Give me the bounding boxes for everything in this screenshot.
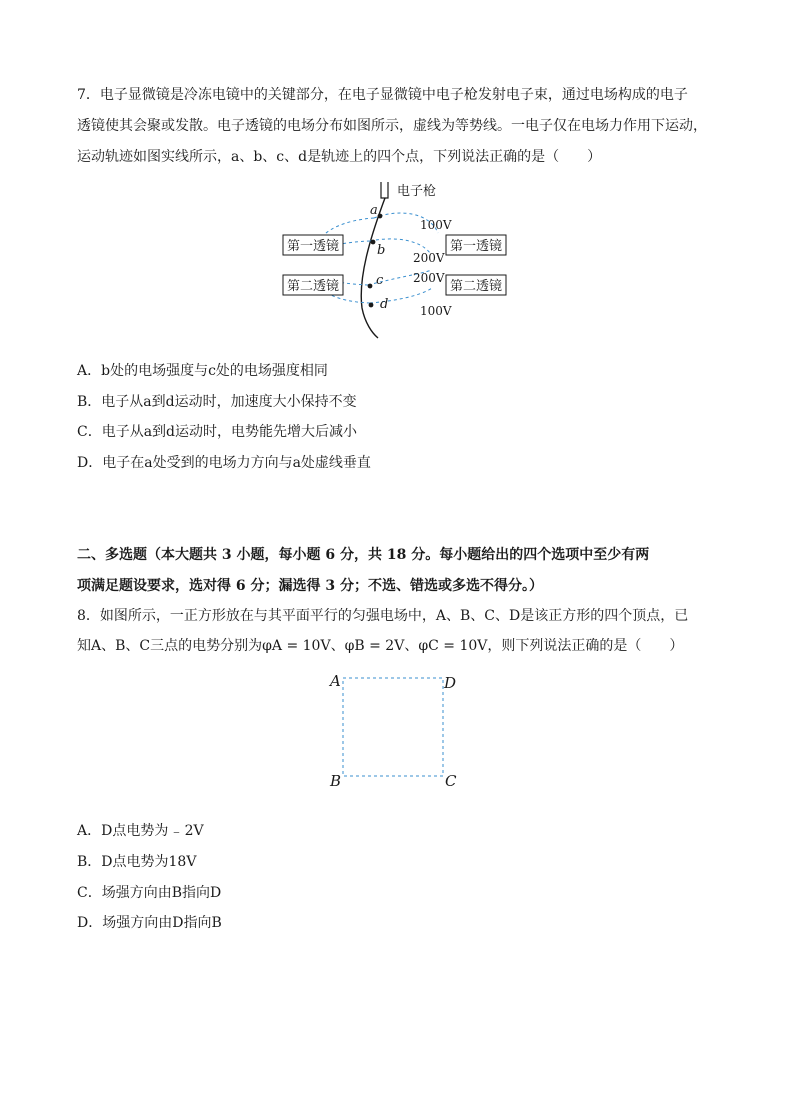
q7-option-c[interactable]: C．电子从a到d运动时，电势能先增大后减小 <box>77 424 358 440</box>
vertex-label-b: B <box>330 772 342 790</box>
vertex-label-c: C <box>445 772 457 790</box>
potential-label-3: 200V <box>413 271 445 285</box>
lens-label-1-right: 第一透镜 <box>450 239 503 254</box>
q7-option-a[interactable]: A．b处的电场强度与c处的电场强度相同 <box>77 363 328 379</box>
point-d <box>369 303 374 308</box>
lens-label-1-left: 第一透镜 <box>287 239 340 254</box>
potential-label-2: 200V <box>413 251 445 265</box>
q7-option-b[interactable]: B．电子从a到d运动时，加速度大小保持不变 <box>77 394 357 410</box>
trajectory-line <box>361 198 385 338</box>
q8-option-a[interactable]: A．D点电势为 ₋ 2V <box>77 823 204 839</box>
q8-option-b[interactable]: B．D点电势为18V <box>77 854 197 870</box>
potential-label-1: 100V <box>420 218 452 232</box>
q8-option-d[interactable]: D．场强方向由D指向B <box>77 915 222 931</box>
square-outline <box>343 678 443 776</box>
point-label-d: d <box>380 297 389 312</box>
section2-header-line-1: 二、多选题（本大题共 3 小题，每小题 6 分，共 18 分。每小题给出的四个选项中至少有两 <box>77 547 650 563</box>
potential-label-4: 100V <box>420 304 452 318</box>
q8-stem-line-2: 知A、B、C三点的电势分别为φA = 10V、φB = 2V、φC = 10V，则下列说法正确的是（ ） <box>77 638 684 654</box>
electron-gun-icon <box>381 182 388 198</box>
point-c <box>368 284 373 289</box>
section2-header-line-2: 项满足题设要求，选对得 6 分；漏选得 3 分；不选、错选或多选不得分。） <box>77 578 543 594</box>
q8-option-c[interactable]: C．场强方向由B指向D <box>77 885 222 901</box>
point-label-a: a <box>370 203 378 218</box>
square-figure <box>325 668 465 794</box>
q7-stem-line-3: 运动轨迹如图实线所示，a、b、c、d是轨迹上的四个点，下列说法正确的是（ ） <box>77 149 602 165</box>
point-label-b: b <box>377 243 386 258</box>
gun-label: 电子枪 <box>397 184 437 199</box>
point-label-c: c <box>376 273 384 288</box>
electron-lens-figure <box>270 178 520 340</box>
vertex-label-a: A <box>330 672 341 690</box>
point-b <box>371 240 376 245</box>
vertex-label-d: D <box>444 674 457 692</box>
lens-label-2-right: 第二透镜 <box>450 279 503 294</box>
q7-stem-line-1: 7．电子显微镜是冷冻电镜中的关键部分，在电子显微镜中电子枪发射电子束，通过电场构成的电子 <box>77 87 688 103</box>
q7-option-d[interactable]: D．电子在a处受到的电场力方向与a处虚线垂直 <box>77 455 371 471</box>
q8-stem-line-1: 8．如图所示，一正方形放在与其平面平行的匀强电场中，A、B、C、D是该正方形的四个顶点，已 <box>77 608 689 624</box>
point-a <box>378 214 383 219</box>
lens-label-2-left: 第二透镜 <box>287 279 340 294</box>
q7-stem-line-2: 透镜使其会聚或发散。电子透镜的电场分布如图所示，虚线为等势线。一电子仅在电场力作用下运动， <box>77 118 707 134</box>
